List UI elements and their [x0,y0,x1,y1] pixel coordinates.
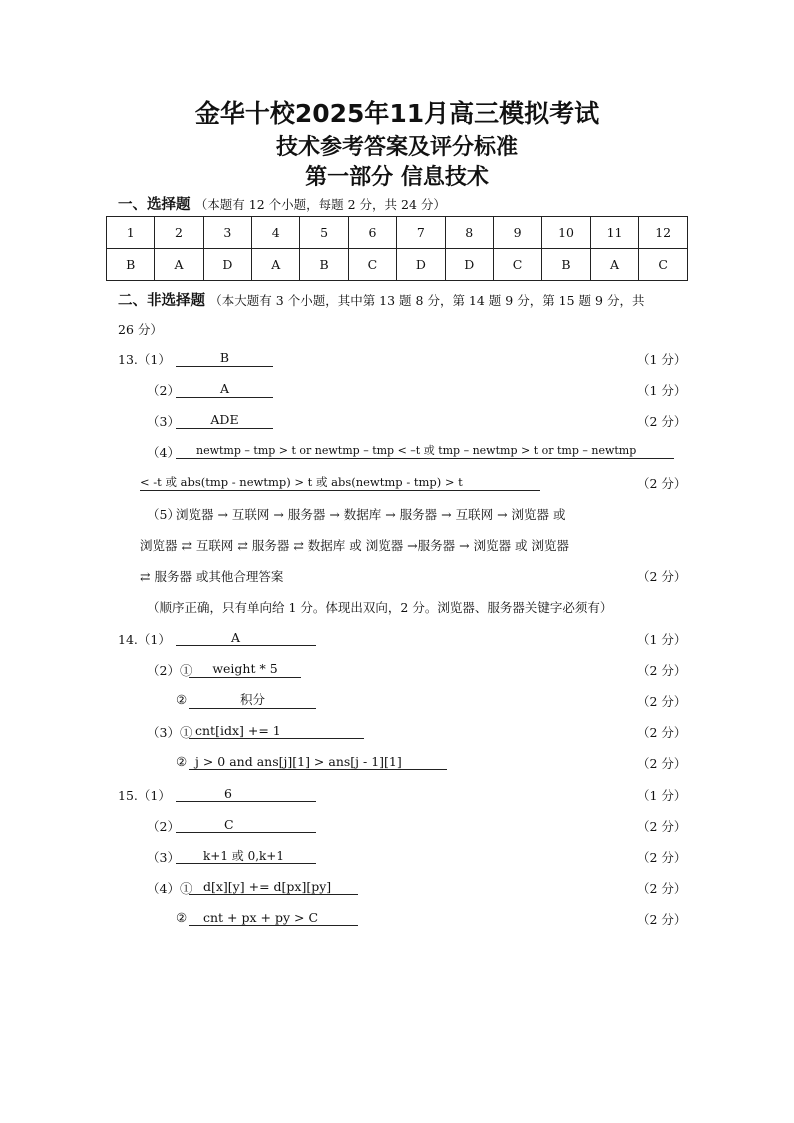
page-subtitle: 技术参考答案及评分标准 [275,135,518,160]
q13-1-row [0,350,794,372]
q13-note-row [0,598,794,620]
question-number-cell: 7 [397,217,445,249]
q15-1-row [0,786,794,808]
question-number-row [107,217,688,249]
q15-2-label: （2） [147,819,180,834]
answer-cell: D [203,249,251,281]
question-number-cell: 9 [493,217,541,249]
section1-heading [118,193,446,214]
q15-1-answer: 6 [176,786,316,802]
question-number-cell: 4 [252,217,300,249]
q14-3a-answer: cnt[idx] += 1 [189,723,364,739]
q13-5-answer-line2: 浏览器 ⇄ 互联网 ⇄ 服务器 ⇄ 数据库 或 浏览器 →服务器 → 浏览器 或 浏览器 [140,538,570,553]
q15-3-row [0,848,794,870]
part-title: 第一部分 信息技术 [305,165,489,190]
q15-2-row [0,817,794,839]
answer-cell: C [493,249,541,281]
answer-cell: B [300,249,348,281]
q15-4b-row [0,910,794,932]
q14-label: 14.（1） [118,632,171,647]
q15-4b-score: （2 分） [637,912,687,927]
q13-4-row [0,443,794,465]
q13-2-score: （1 分） [637,383,687,398]
answer-cell: A [590,249,639,281]
answer-cell: A [155,249,203,281]
q14-1-row [0,630,794,652]
question-number-cell: 10 [542,217,591,249]
q13-label: 13.（1） [118,352,171,367]
q13-3-answer: ADE [176,412,273,429]
section2-heading [118,289,644,310]
q15-2-answer: C [176,817,316,833]
q14-2b-label: ② [176,692,188,707]
q13-5-answer-line1: 浏览器 → 互联网 → 服务器 → 数据库 → 服务器 → 互联网 → 浏览器 或 [176,507,566,522]
question-number-cell: 6 [348,217,396,249]
q13-4-answer-line2: < -t 或 abs(tmp - newtmp) > t 或 abs(newtmp - tmp) > t [140,474,540,491]
q14-3b-row [0,754,794,776]
q14-2a-answer: weight * 5 [189,661,301,678]
q13-5-score: （2 分） [637,569,687,584]
choice-answer-table [106,216,688,281]
section2-note-cont: 26 分） [118,322,163,337]
question-number-cell: 2 [155,217,203,249]
q13-2-row [0,381,794,403]
q14-3b-score: （2 分） [637,756,687,771]
q15-4b-answer: cnt + px + py > C [189,910,358,926]
q14-2a-score: （2 分） [637,663,687,678]
q13-1-score: （1 分） [637,352,687,367]
q14-1-score: （1 分） [637,632,687,647]
answer-cell: C [348,249,396,281]
section1-title: 一、选择题 [118,197,191,213]
question-number-cell: 11 [590,217,639,249]
page-title: 金华十校2025年11月高三模拟考试 [194,99,600,128]
answer-row [107,249,688,281]
q13-2-answer: A [176,381,273,398]
q13-5-row [0,505,794,527]
q14-2b-row [0,692,794,714]
section2-note: （本大题有 3 个小题，其中第 13 题 8 分，第 14 题 9 分，第 15 题 9 分，共 [209,293,645,308]
q15-4-label: （4）① [147,881,193,896]
q14-2a-row [0,661,794,683]
q13-3-row [0,412,794,434]
q14-3-label: （3）① [147,725,193,740]
q13-3-label: （3） [147,414,180,429]
answer-cell: D [397,249,445,281]
q13-scoring-note: （顺序正确，只有单向给 1 分。体现出双向，2 分。浏览器、服务器关键字必须有） [147,600,613,615]
q15-4b-label: ② [176,910,188,925]
q13-3-score: （2 分） [637,414,687,429]
q14-3b-label: ② [176,754,188,769]
q14-3b-answer: j > 0 and ans[j][1] > ans[j - 1][1] [189,754,447,770]
q15-4a-answer: d[x][y] += d[px][py] [189,879,358,895]
question-number-cell: 3 [203,217,251,249]
q14-2-label: （2）① [147,663,193,678]
q13-5-answer-line3: ⇄ 服务器 或其他合理答案 [140,569,284,584]
q13-4-score: （2 分） [637,476,687,491]
answer-cell: A [252,249,300,281]
q14-2b-answer: 积分 [189,692,316,709]
q15-4a-row [0,879,794,901]
q14-3a-row [0,723,794,745]
q15-4a-score: （2 分） [637,881,687,896]
q15-label: 15.（1） [118,788,171,803]
q15-3-answer: k+1 或 0,k+1 [176,848,316,864]
question-number-cell: 5 [300,217,348,249]
answer-cell: D [445,249,493,281]
q15-3-score: （2 分） [637,850,687,865]
question-number-cell: 1 [107,217,155,249]
q15-3-label: （3） [147,850,180,865]
q13-4-row-cont [0,474,794,496]
q15-2-score: （2 分） [637,819,687,834]
q14-1-answer: A [176,630,316,646]
answer-cell: B [542,249,591,281]
q13-1-answer: B [176,350,273,367]
answer-cell: C [639,249,688,281]
answer-cell: B [107,249,155,281]
q15-1-score: （1 分） [637,788,687,803]
q14-2b-score: （2 分） [637,694,687,709]
section1-note: （本题有 12 个小题，每题 2 分，共 24 分） [194,197,446,212]
q13-2-label: （2） [147,383,180,398]
q13-5-row-cont2 [0,567,794,589]
question-number-cell: 8 [445,217,493,249]
q13-5-row-cont [0,536,794,558]
q13-4-answer-line1: newtmp – tmp > t or newtmp – tmp < –t 或 tmp – newtmp > t or tmp – newtmp [176,443,674,459]
q14-3a-score: （2 分） [637,725,687,740]
question-number-cell: 12 [639,217,688,249]
q13-5-label: （5） [147,507,180,522]
section2-title: 二、非选择题 [118,293,205,309]
q13-4-label: （4） [147,445,180,460]
